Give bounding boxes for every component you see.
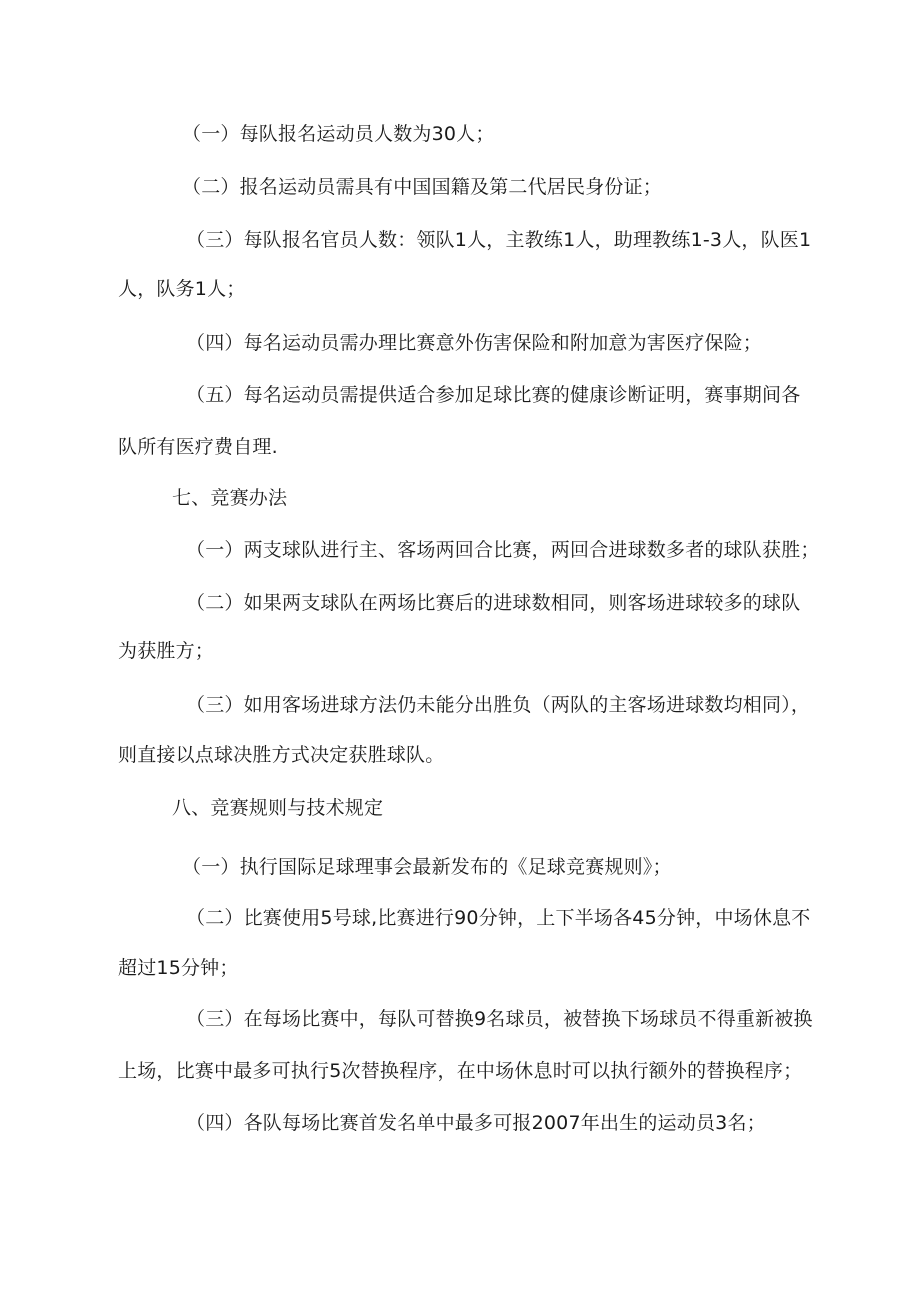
- paragraph-line: （二）比赛使用5号球,比赛进行90分钟，上下半场各45分钟，中场休息不: [186, 907, 811, 929]
- paragraph-line: 为获胜方；: [118, 640, 215, 662]
- paragraph-line: （一）每队报名运动员人数为30人；: [182, 123, 495, 145]
- paragraph-line: （一）执行国际足球理事会最新发布的《足球竞赛规则》；: [182, 856, 672, 878]
- paragraph-line: （三）如用客场进球方法仍未能分出胜负（两队的主客场进球数均相同），: [186, 694, 811, 716]
- paragraph-line: 上场，比赛中最多可执行5次替换程序，在中场休息时可以执行额外的替换程序；: [118, 1060, 803, 1082]
- paragraph-line: （四）每名运动员需办理比赛意外伤害保险和附加意为害医疗保险；: [186, 332, 763, 354]
- section-heading: 七、竞赛办法: [172, 487, 288, 509]
- paragraph-line: （四）各队每场比赛首发名单中最多可报2007年出生的运动员3名；: [186, 1112, 766, 1134]
- paragraph-line: 人，队务1人；: [118, 278, 246, 300]
- paragraph-line: （三）每队报名官员人数：领队1人，主教练1人，助理教练1-3人，队医1: [186, 229, 812, 251]
- paragraph-line: 则直接以点球决胜方式决定获胜球队。: [118, 744, 445, 766]
- paragraph-line: （二）报名运动员需具有中国国籍及第二代居民身份证；: [182, 176, 663, 198]
- paragraph-line: （一）两支球队进行主、客场两回合比赛，两回合进球数多者的球队获胜；: [186, 539, 820, 561]
- paragraph-line: （五）每名运动员需提供适合参加足球比赛的健康诊断证明，赛事期间各: [186, 384, 801, 406]
- paragraph-line: 超过15分钟；: [118, 957, 239, 979]
- paragraph-line: 队所有医疗费自理.: [118, 436, 278, 458]
- section-heading: 八、竞赛规则与技术规定: [172, 797, 384, 819]
- paragraph-line: （三）在每场比赛中，每队可替换9名球员，被替换下场球员不得重新被换: [186, 1008, 813, 1030]
- paragraph-line: （二）如果两支球队在两场比赛后的进球数相同，则客场进球较多的球队: [186, 592, 801, 614]
